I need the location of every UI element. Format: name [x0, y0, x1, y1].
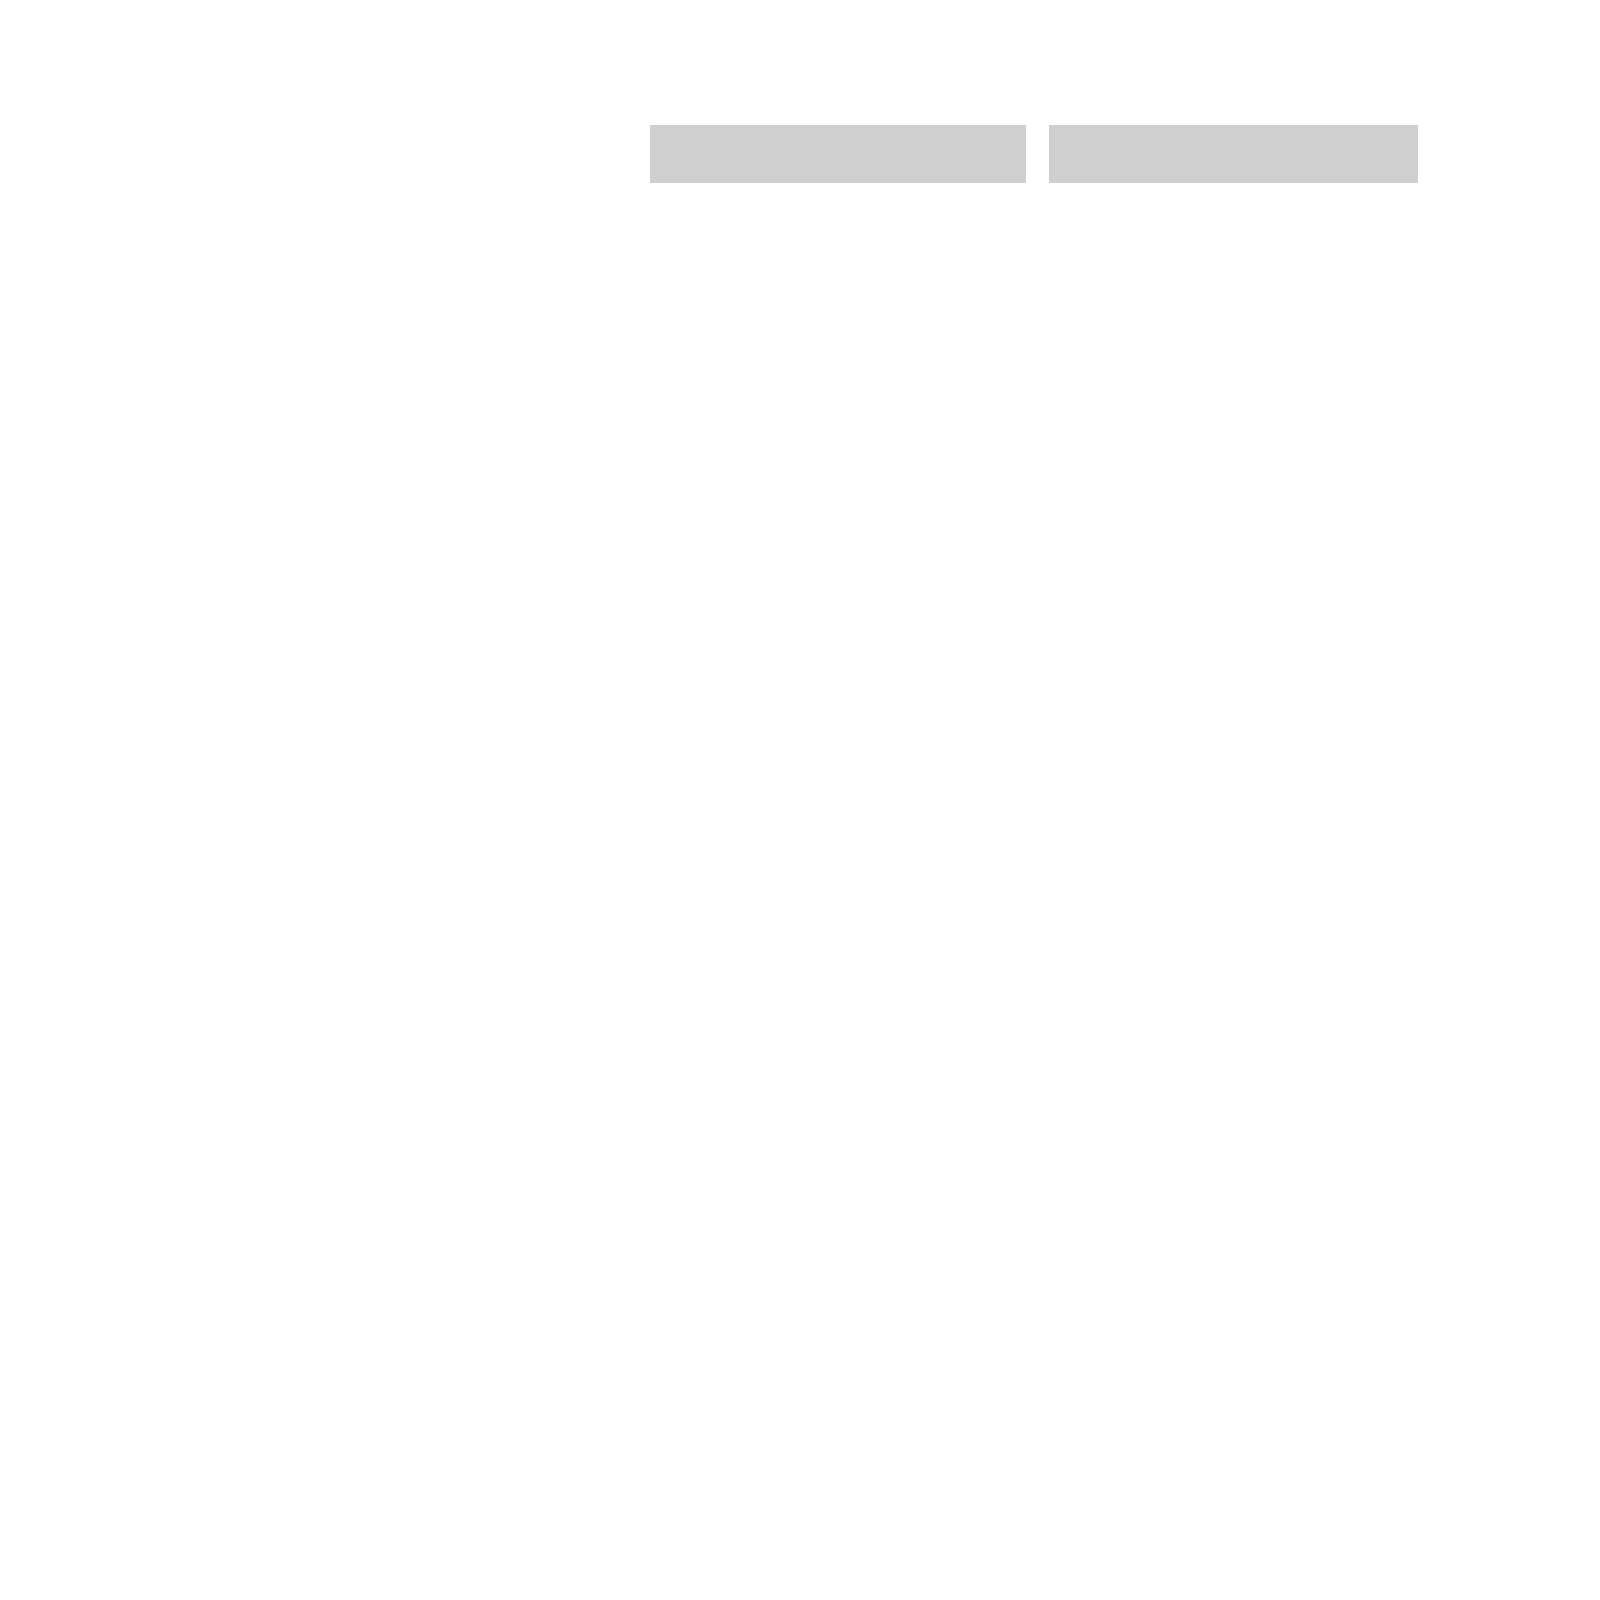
- column-header-24-volt: [1049, 125, 1418, 183]
- column-header-12-volt: [650, 125, 1026, 183]
